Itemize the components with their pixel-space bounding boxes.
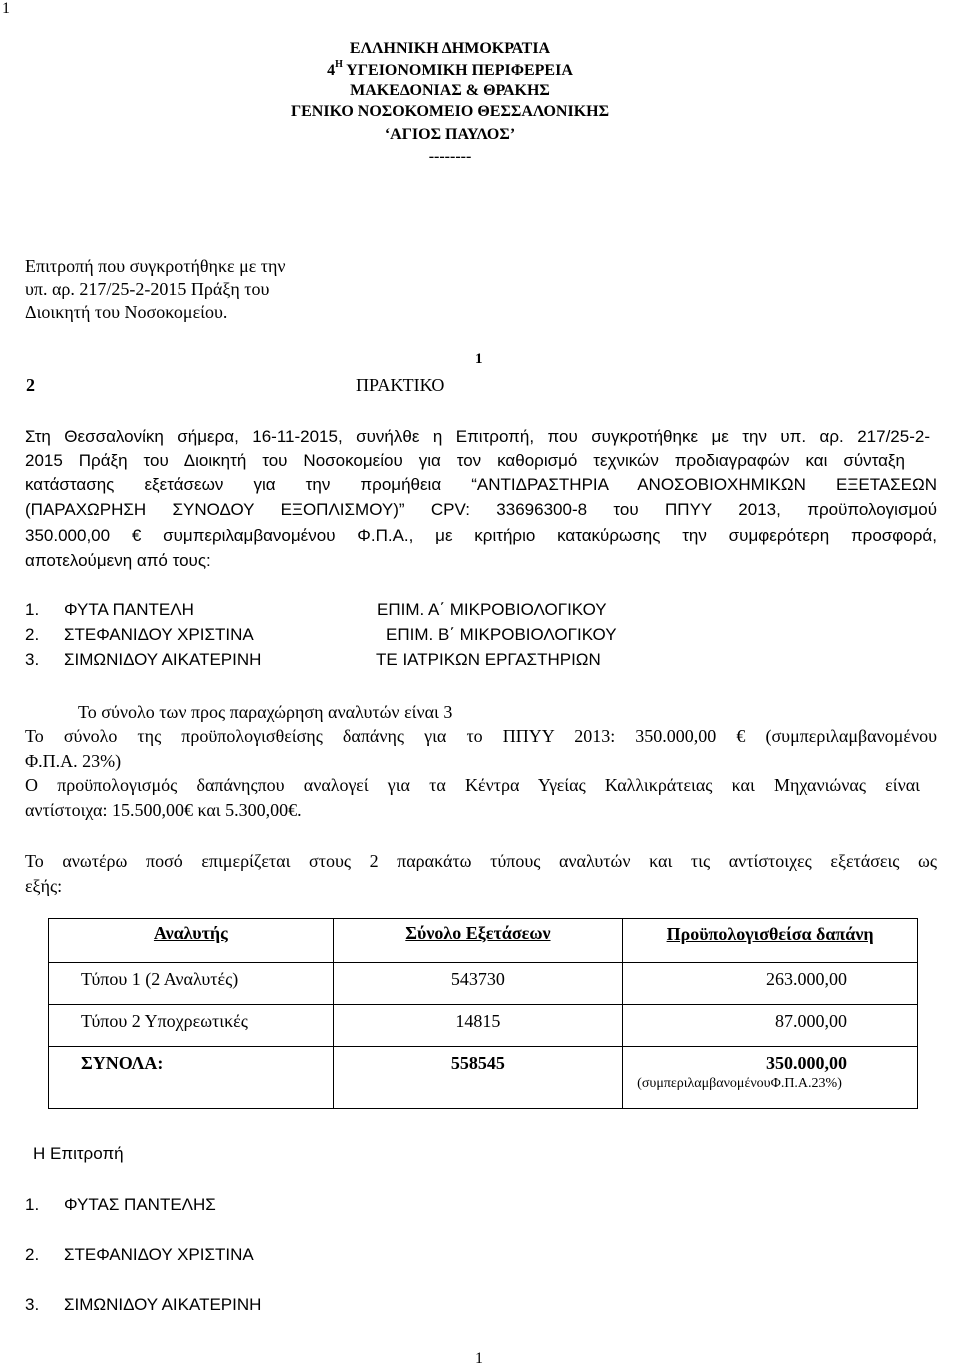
budget-line-2: Φ.Π.Α. 23%) <box>25 751 122 771</box>
member-1-number: 1. <box>25 600 40 619</box>
committee-note-line-2: υπ. αρ. 217/25-2-2015 Πράξη του <box>25 279 270 299</box>
analyzers-total: Το σύνολο των προς παραχώρηση αναλυτών είναι 3 <box>78 702 453 722</box>
minutes-number: 2 <box>26 375 35 395</box>
budget-line-1: Το σύνολο της προϋπολογισθείσης δαπάνης για το ΠΠΥΥ 2013: 350.000,00 € (συμπεριλαμβανομένου <box>25 726 937 746</box>
row-1-analyzer: Τύπου 1 (2 Αναλυτές) <box>49 963 334 1005</box>
member-2-number: 2. <box>25 625 40 644</box>
minutes-superscript: 1 <box>475 351 483 367</box>
total-exams: 558545 <box>333 1047 623 1109</box>
total-label: ΣΥΝΟΛΑ: <box>49 1047 334 1109</box>
header-analyzer: Αναλυτής <box>49 919 334 963</box>
header-budget-cost: Προϋπολογισθείσα δαπάνη <box>623 919 918 963</box>
member-2-role: ΕΠΙΜ. Β΄ ΜΙΚΡΟΒΙΟΛΟΓΙΚΟΥ <box>386 625 617 644</box>
intro-line-6: αποτελούμενη από τους: <box>25 551 211 570</box>
member-1-role: ΕΠΙΜ. Α΄ ΜΙΚΡΟΒΙΟΛΟΓΙΚΟΥ <box>377 600 607 619</box>
member-2-name: ΣΤΕΦΑΝΙΔΟΥ ΧΡΙΣΤΙΝΑ <box>64 625 254 644</box>
committee-note-line-1: Επιτροπή που συγκροτήθηκε με την <box>25 256 286 276</box>
member-3-role: ΤΕ ΙΑΤΡΙΚΩΝ ΕΡΓΑΣΤΗΡΙΩΝ <box>376 650 601 669</box>
member-3-number: 3. <box>25 650 40 669</box>
table-total-row <box>49 1047 918 1109</box>
signature-2-number: 2. <box>25 1245 40 1264</box>
signatures-title: Η Επιτροπή <box>33 1144 124 1163</box>
signature-1-number: 1. <box>25 1195 40 1214</box>
total-cost-cell <box>623 1047 918 1109</box>
total-cost: 350.000,00 <box>766 1053 847 1073</box>
row-2-analyzer: Τύπου 2 Υποχρεωτικές <box>49 1005 334 1047</box>
committee-note-line-3: Διοικητή του Νοσοκομείου. <box>25 302 228 322</box>
member-3-name: ΣΙΜΩΝΙΔΟΥ ΑΙΚΑΤΕΡΙΝΗ <box>64 650 262 669</box>
member-1-name: ΦΥΤΑ ΠΑΝΤΕΛΗ <box>64 600 194 619</box>
header-line-republic: ΕΛΛΗΝΙΚΗ ΔΗΜΟΚΡΑΤΙΑ <box>349 40 551 57</box>
table-header-row <box>49 919 918 963</box>
header-superscript: Η <box>335 59 343 70</box>
header-line-region: ΜΑΚΕΔΟΝΙΑΣ & ΘΡΑΚΗΣ <box>350 82 550 99</box>
header-line-hospital: ΓΕΝΙΚΟ ΝΟΣΟΚΟΜΕΙΟ ΘΕΣΣΑΛΟΝΙΚΗΣ <box>290 103 610 120</box>
centers-line-1: Ο προϋπολογισμός δαπάνηςπου αναλογεί για τα Κέντρα Υγείας Καλλικράτειας και Μηχανιώνας είναι <box>25 775 920 795</box>
header-line-hospital-name: ‘ΑΓΙΟΣ ΠΑΥΛΟΣ’ <box>384 126 516 143</box>
header-separator: -------- <box>428 148 472 165</box>
exams-table <box>48 918 918 1109</box>
signature-3-number: 3. <box>25 1295 40 1314</box>
minutes-title: ΠΡΑΚΤΙΚΟ <box>356 375 445 395</box>
row-1-exams: 543730 <box>333 963 623 1005</box>
table-row <box>49 963 918 1005</box>
table-row <box>49 1005 918 1047</box>
intro-line-4: (ΠΑΡΑΧΩΡΗΣΗ ΣΥΝΟΔΟΥ ΕΞΟΠΛΙΣΜΟΥ)” CPV: 33696300-8 του ΠΠΥΥ 2013, προϋπολογισμού <box>25 500 937 519</box>
total-cost-note: (συμπεριλαμβανομένουΦ.Π.Α.23%) <box>637 1076 842 1091</box>
signature-1-name: ΦΥΤΑΣ ΠΑΝΤΕΛΗΣ <box>64 1195 216 1214</box>
row-2-exams: 14815 <box>333 1005 623 1047</box>
centers-line-2: αντίστοιχα: 15.500,00€ και 5.300,00€. <box>25 800 302 820</box>
split-line-1: Το ανωτέρω ποσό επιμερίζεται στους 2 παρακάτω τύπους αναλυτών και τις αντίστοιχες εξετάσεις ως <box>25 851 937 871</box>
page-number-bottom: 1 <box>475 1350 483 1367</box>
row-1-cost: 263.000,00 <box>623 963 918 1005</box>
signature-3-name: ΣΙΜΩΝΙΔΟΥ ΑΙΚΑΤΕΡΙΝΗ <box>64 1295 262 1314</box>
intro-line-3: κατάστασης εξετάσεων για την προμήθεια “ΑΝΤΙΔΡΑΣΤΗΡΙΑ ΑΝΟΣΟΒΙΟΧΗΜΙΚΩΝ ΕΞΕΤΑΣΕΩΝ <box>25 475 937 494</box>
intro-line-1: Στη Θεσσαλονίκη σήμερα, 16-11-2015, συνήλθε η Επιτροπή, που συγκροτήθηκε με την υπ. αρ. 217/25-2- <box>25 427 930 446</box>
header-line-health-region: $4^H$ ΥΓΕΙΟΝΟΜΙΚΗ ΠΕΡΙΦΕΡΕΙΑ <box>327 59 573 79</box>
page-number-top: 1 <box>2 0 10 17</box>
intro-line-2: 2015 Πράξη του Διοικητή του Νοσοκομείου για τον καθορισμό τεχνικών προδιαγραφών και σύνταξη <box>25 451 905 470</box>
signature-2-name: ΣΤΕΦΑΝΙΔΟΥ ΧΡΙΣΤΙΝΑ <box>64 1245 254 1264</box>
split-line-2: εξής: <box>25 876 63 896</box>
intro-line-5: 350.000,00 € συμπεριλαμβανομένου Φ.Π.Α., με κριτήριο κατακύρωσης την συμφερότερη προσφορά, <box>25 526 937 545</box>
row-2-cost: 87.000,00 <box>623 1005 918 1047</box>
header-exams-total: Σύνολο Εξετάσεων <box>333 919 623 963</box>
